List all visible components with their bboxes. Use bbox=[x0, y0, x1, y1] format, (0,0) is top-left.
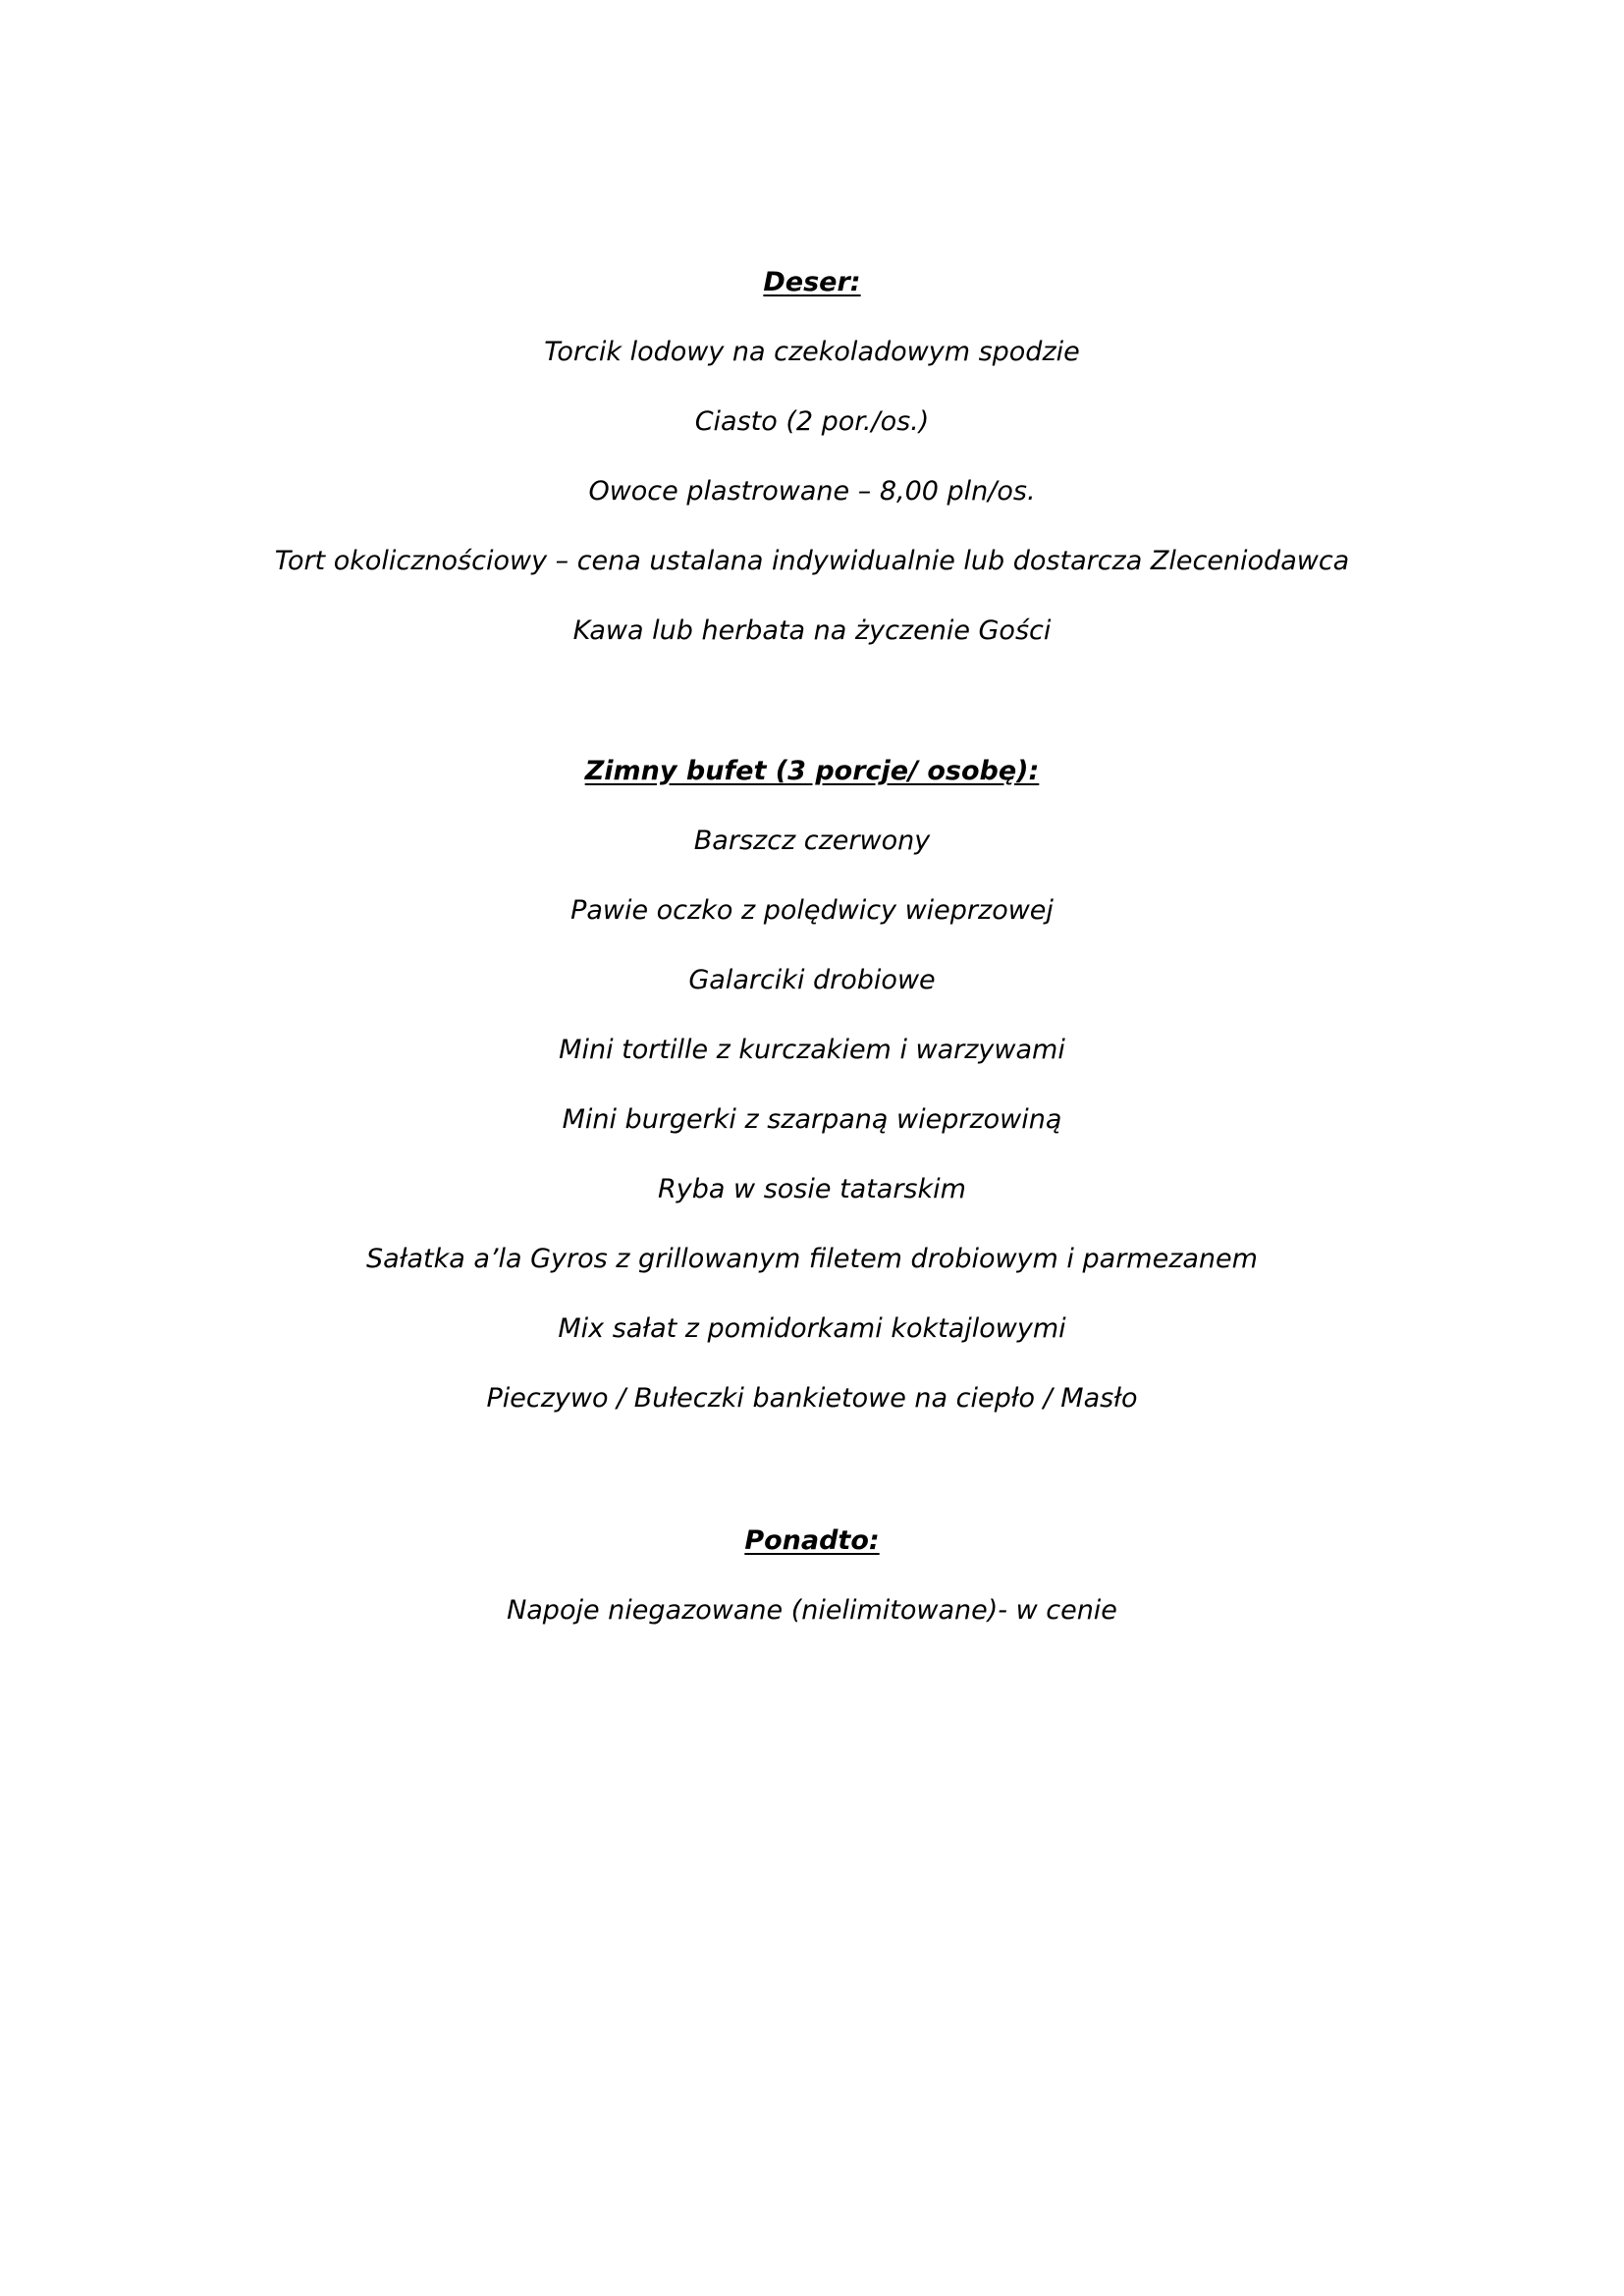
menu-item: Pieczywo / Bułeczki bankietowe na ciepło / Masło bbox=[486, 1383, 1138, 1414]
menu-item: Mini burgerki z szarpaną wieprzowiną bbox=[562, 1104, 1062, 1135]
menu-item: Ryba w sosie tatarskim bbox=[658, 1174, 966, 1204]
menu-item: Sałatka a’la Gyros z grillowanym filetem drobiowym i parmezanem bbox=[366, 1244, 1258, 1274]
menu-item: Kawa lub herbata na życzenie Gości bbox=[572, 615, 1052, 646]
menu-item: Torcik lodowy na czekoladowym spodzie bbox=[544, 337, 1080, 367]
menu-item: Mix sałat z pomidorkami koktajlowymi bbox=[558, 1313, 1066, 1344]
cold-buffet-heading: Zimny bufet (3 porcje/ osobę): bbox=[584, 756, 1040, 786]
menu-item: Barszcz czerwony bbox=[693, 826, 931, 856]
menu-item: Napoje niegazowane (nielimitowane)- w cenie bbox=[507, 1595, 1117, 1626]
additionally-section bbox=[0, 1522, 1624, 1661]
menu-item: Owoce plastrowane – 8,00 pln/os. bbox=[588, 476, 1036, 507]
menu-item: Tort okolicznościowy – cena ustalana indywidualnie lub dostarcza Zleceniodawca bbox=[274, 546, 1350, 576]
additionally-heading: Ponadto: bbox=[744, 1525, 880, 1556]
menu-item: Ciasto (2 por./os.) bbox=[694, 406, 930, 437]
dessert-section bbox=[0, 263, 1624, 681]
menu-item: Pawie oczko z polędwicy wieprzowej bbox=[570, 895, 1054, 926]
menu-item: Mini tortille z kurczakiem i warzywami bbox=[559, 1035, 1065, 1065]
cold-buffet-section bbox=[0, 752, 1624, 1449]
dessert-heading: Deser: bbox=[763, 267, 861, 297]
menu-item: Galarciki drobiowe bbox=[688, 965, 936, 995]
